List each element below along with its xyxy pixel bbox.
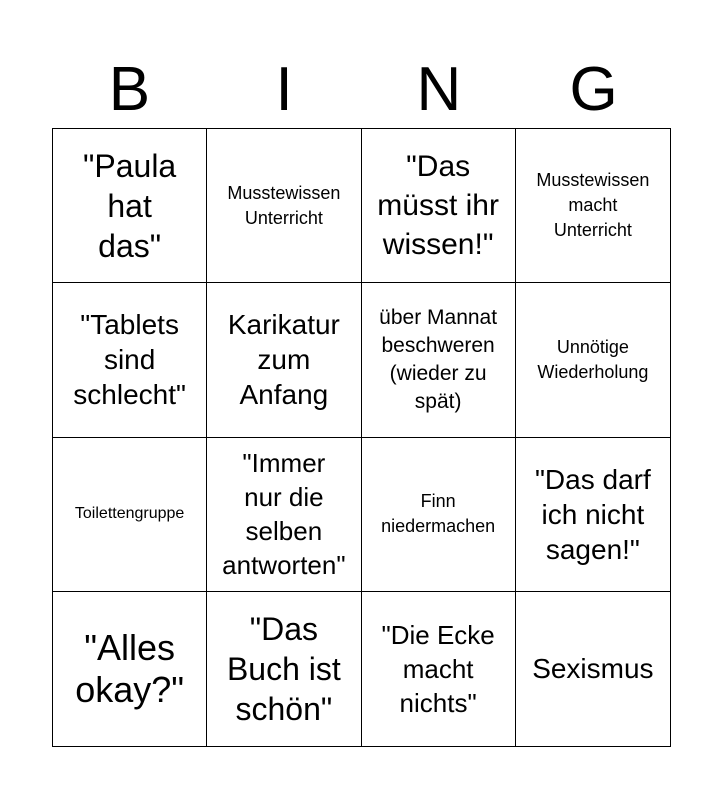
bingo-cell-1-4[interactable] [516,129,670,283]
bingo-cell-2-3[interactable] [362,283,516,437]
header-letter-g: G [569,55,618,124]
cell-text: "Paula hat das" [83,147,177,264]
bingo-cell-2-4[interactable] [516,283,670,437]
bingo-cell-1-2[interactable] [207,129,361,283]
bingo-cell-2-2[interactable] [207,283,361,437]
cell-text: "Immer nur die selben antworten" [222,448,346,581]
cell-text: über Mannat beschweren (wieder zu spät) [379,305,498,413]
bingo-cell-4-3[interactable] [362,592,516,746]
bingo-cell-1-3[interactable] [362,129,516,283]
bingo-cell-1-1[interactable] [53,129,207,283]
cell-text: "Tablets sind schlecht" [73,309,186,411]
bingo-cell-3-1[interactable] [53,438,207,592]
cell-text: "Das müsst ihr wissen!" [377,150,499,262]
header-letter-n: N [416,55,462,124]
cell-text: Musstewissen macht Unterricht [536,170,650,241]
cell-text: Toilettengruppe [74,505,185,523]
bingo-cell-2-1[interactable] [53,283,207,437]
bingo-cell-4-1[interactable] [53,592,207,746]
cell-text: Unnötige Wiederholung [537,336,649,382]
cell-text: "Das darf ich nicht sagen!" [534,463,651,565]
cell-text: "Die Ecke macht nichts" [381,619,495,718]
bingo-cell-3-4[interactable] [516,438,670,592]
bingo-cell-3-3[interactable] [362,438,516,592]
header-letter-b: B [108,55,151,124]
header-letter-i: I [275,55,293,124]
cell-text: "Alles okay?" [75,626,185,710]
bingo-header [52,52,671,128]
bingo-grid [52,128,671,747]
cell-text: Sexismus [532,653,654,685]
cell-text: "Das Buch ist schön" [226,610,341,727]
bingo-cell-4-4[interactable] [516,592,670,746]
bingo-cell-4-2[interactable] [207,592,361,746]
cell-text: Finn niedermachen [381,491,496,537]
cell-text: Karikatur zum Anfang [227,309,340,411]
bingo-cell-3-2[interactable] [207,438,361,592]
cell-text: Musstewissen Unterricht [227,182,341,228]
